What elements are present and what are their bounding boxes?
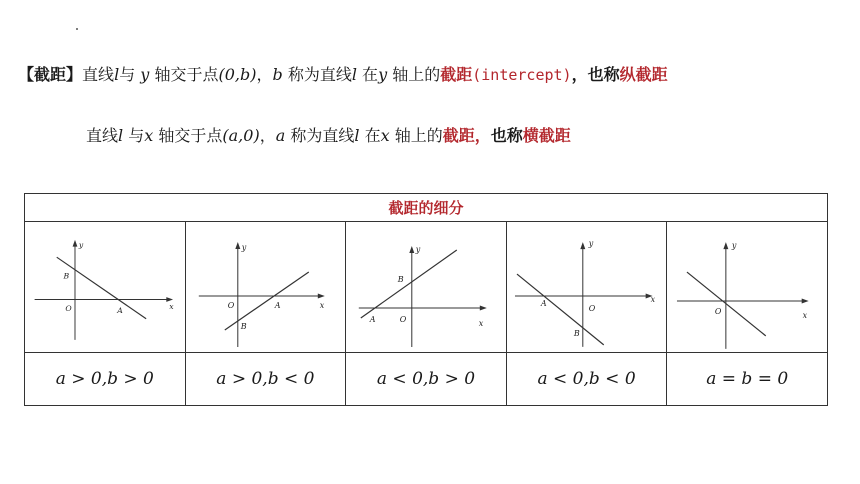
x-arrow <box>317 294 324 299</box>
definition-line-x-intercept <box>86 125 571 147</box>
point-a-label: A <box>369 315 376 324</box>
origin-label: O <box>227 301 234 310</box>
intercept-classification-table <box>24 193 828 406</box>
text: 轴上的 <box>394 126 443 145</box>
condition-cell: a > 0,b > 0 <box>25 353 186 406</box>
table-title: 截距的细分 <box>25 194 828 222</box>
x-arrow <box>802 298 809 303</box>
y-label: y <box>588 239 594 249</box>
y-arrow <box>73 240 78 247</box>
point-a-label: A <box>540 298 547 308</box>
origin-label: O <box>715 306 722 316</box>
text: 轴上的 <box>392 65 441 84</box>
text: 也称 <box>490 126 523 145</box>
y-arrow <box>409 246 414 253</box>
graph-row <box>25 222 828 353</box>
term-heading: 截距 <box>34 65 67 84</box>
coordinate-graph <box>667 222 827 352</box>
x-label: x <box>319 301 324 310</box>
var-l: l <box>351 65 357 84</box>
term-intercept: 截距， <box>442 126 491 145</box>
term-y-intercept-alias: 纵截距 <box>619 65 668 84</box>
text: ， <box>256 65 273 84</box>
bracket-open: 【 <box>18 65 35 84</box>
term-english: (intercept) <box>472 66 572 84</box>
text: 直线 <box>82 65 115 84</box>
graph-a-zero-b-zero <box>667 222 828 353</box>
condition-cell: a < 0,b < 0 <box>506 353 667 406</box>
text: 轴交于点 <box>158 126 223 145</box>
coordinate-graph <box>507 222 667 352</box>
y-label: y <box>415 245 421 254</box>
x-label: x <box>650 294 655 304</box>
var-y: y <box>378 65 388 84</box>
x-label: x <box>803 310 808 320</box>
term-x-intercept-alias: 横截距 <box>522 126 571 145</box>
text: 在 <box>362 65 379 84</box>
var-y: y <box>140 65 150 84</box>
graph-a-neg-b-pos <box>346 222 507 353</box>
graph-a-pos-b-neg <box>185 222 346 353</box>
var-l: l <box>118 126 124 145</box>
point-b-label: B <box>397 275 404 284</box>
point-a-label: A <box>117 305 123 315</box>
text: 与 <box>119 65 136 84</box>
point-b-label: B <box>63 271 70 281</box>
text: 与 <box>128 126 145 145</box>
origin-label: O <box>588 303 596 313</box>
point-a-label: A <box>274 301 281 310</box>
graph-a-neg-b-neg <box>506 222 667 353</box>
var-a: a <box>275 126 286 145</box>
x-label: x <box>478 319 484 328</box>
stray-dot <box>76 28 78 30</box>
var-x: x <box>144 126 154 145</box>
y-arrow <box>724 242 729 249</box>
condition-cell: a < 0,b > 0 <box>346 353 507 406</box>
var-l: l <box>114 65 120 84</box>
bracket-close: 】 <box>66 65 83 84</box>
text: 在 <box>364 126 381 145</box>
point-0-b: (0,b) <box>218 65 257 84</box>
text: 轴交于点 <box>154 65 219 84</box>
point-a-0: (a,0) <box>222 126 260 145</box>
text: ，也称 <box>571 65 620 84</box>
origin-label: O <box>399 315 407 324</box>
x-label: x <box>169 302 174 312</box>
y-arrow <box>235 242 240 249</box>
coordinate-graph <box>346 222 506 352</box>
x-arrow <box>480 306 487 311</box>
var-x: x <box>380 126 390 145</box>
y-label: y <box>78 240 84 250</box>
text: 称为直线 <box>290 126 355 145</box>
condition-cell: a = b = 0 <box>667 353 828 406</box>
definition-line-y-intercept <box>18 64 668 86</box>
text: ， <box>259 126 276 145</box>
text: 直线 <box>86 126 119 145</box>
coordinate-graph <box>186 222 346 352</box>
point-b-label: B <box>573 328 580 338</box>
condition-row <box>25 353 828 406</box>
y-label: y <box>241 243 246 252</box>
var-b: b <box>272 65 283 84</box>
text: 称为直线 <box>287 65 352 84</box>
graph-a-pos-b-pos <box>25 222 186 353</box>
coordinate-graph <box>25 222 185 352</box>
point-b-label: B <box>240 322 247 331</box>
condition-cell: a > 0,b < 0 <box>185 353 346 406</box>
y-arrow <box>580 242 585 249</box>
y-label: y <box>732 241 737 251</box>
term-intercept: 截距 <box>440 65 473 84</box>
var-l: l <box>354 126 360 145</box>
origin-label: O <box>65 304 72 314</box>
